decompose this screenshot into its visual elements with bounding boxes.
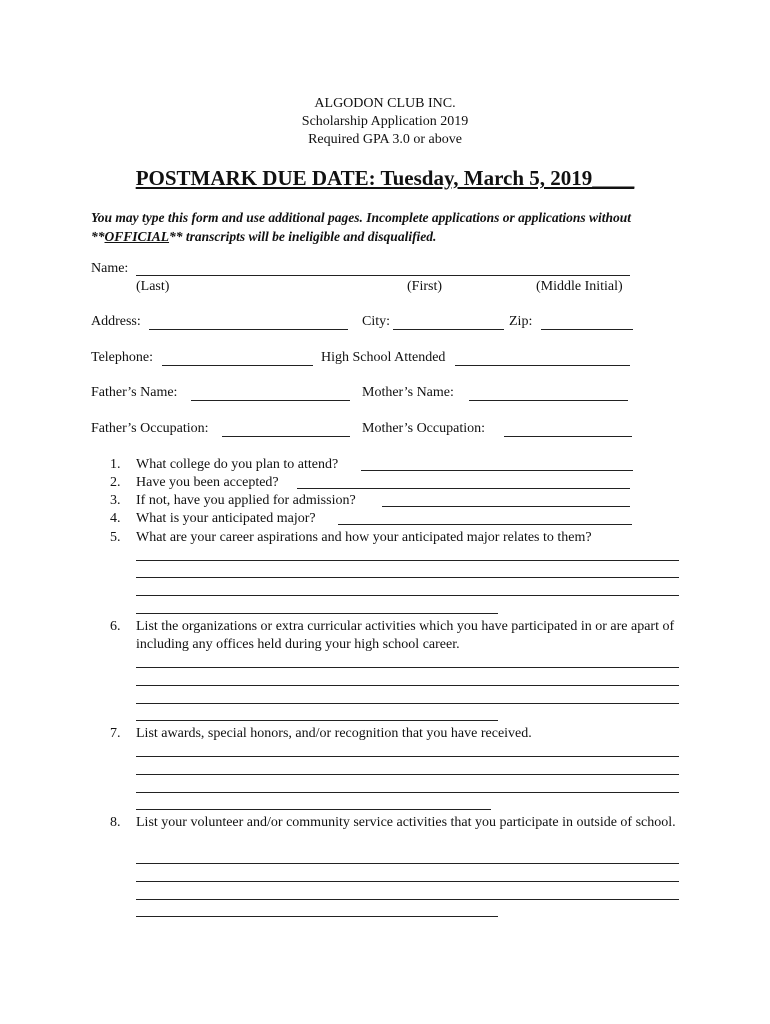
answer-line-1[interactable] xyxy=(361,470,633,471)
question-text: If not, have you applied for admission? xyxy=(136,493,356,508)
telephone-field[interactable] xyxy=(162,365,313,366)
instructions-official: OFFICIAL xyxy=(104,229,170,244)
question-text: What are your career aspirations and how your anticipated major relates to them? xyxy=(136,530,592,545)
answer-line-6c[interactable] xyxy=(136,703,679,704)
answer-line-8c[interactable] xyxy=(136,899,679,900)
question-2 xyxy=(110,474,279,492)
answer-line-6a[interactable] xyxy=(136,667,679,668)
answer-line-6d[interactable] xyxy=(136,720,498,721)
question-6 xyxy=(110,618,680,658)
question-3 xyxy=(110,492,356,510)
telephone-label: Telephone: xyxy=(91,350,153,365)
high-school-field[interactable] xyxy=(455,365,630,366)
answer-line-3[interactable] xyxy=(382,506,630,507)
address-label: Address: xyxy=(91,314,141,329)
gpa-requirement: Required GPA 3.0 or above xyxy=(308,132,462,147)
address-field[interactable] xyxy=(149,329,348,330)
mothers-name-label: Mother’s Name: xyxy=(362,385,454,400)
mothers-name-field[interactable] xyxy=(469,400,628,401)
question-number: 7. xyxy=(110,726,121,741)
question-number: 3. xyxy=(110,493,121,508)
question-number: 2. xyxy=(110,475,121,490)
instructions xyxy=(91,208,691,246)
last-name-label: (Last) xyxy=(136,279,170,294)
middle-initial-label: (Middle Initial) xyxy=(536,279,623,294)
question-text: What college do you plan to attend? xyxy=(136,457,339,472)
answer-line-6b[interactable] xyxy=(136,685,679,686)
answer-line-4[interactable] xyxy=(338,524,632,525)
fathers-occupation-field[interactable] xyxy=(222,436,350,437)
question-number: 1. xyxy=(110,457,121,472)
name-field[interactable] xyxy=(136,275,630,276)
question-text: Have you been accepted? xyxy=(136,475,279,490)
high-school-label: High School Attended xyxy=(321,350,446,365)
fathers-occupation-label: Father’s Occupation: xyxy=(91,421,209,436)
question-5 xyxy=(110,529,592,547)
question-number: 5. xyxy=(110,530,121,545)
mothers-occupation-label: Mother’s Occupation: xyxy=(362,421,485,436)
question-7 xyxy=(110,725,532,743)
question-1 xyxy=(110,456,338,474)
instructions-part1: You may type this form and use additional pages. Incomplete applications or applications without ** xyxy=(91,210,632,244)
name-label: Name: xyxy=(91,261,129,276)
instructions-part2: ** transcripts will be ineligible and disqualified. xyxy=(169,229,437,244)
answer-line-7a[interactable] xyxy=(136,756,679,757)
org-name: ALGODON CLUB INC. xyxy=(314,96,456,111)
answer-line-5a[interactable] xyxy=(136,560,679,561)
question-number: 6. xyxy=(110,619,121,634)
answer-line-8d[interactable] xyxy=(136,916,498,917)
question-number: 8. xyxy=(110,815,121,830)
question-text: List the organizations or extra curricular activities which you have participated in or are apart of including any offices held during your high school career. xyxy=(136,619,675,652)
answer-line-5c[interactable] xyxy=(136,595,679,596)
zip-label: Zip: xyxy=(509,314,533,329)
answer-line-5d[interactable] xyxy=(136,613,498,614)
answer-line-7c[interactable] xyxy=(136,792,679,793)
question-number: 4. xyxy=(110,511,121,526)
answer-line-7d[interactable] xyxy=(136,809,491,810)
mothers-occupation-field[interactable] xyxy=(504,436,632,437)
first-name-label: (First) xyxy=(407,279,442,294)
answer-line-8a[interactable] xyxy=(136,863,679,864)
question-text: List awards, special honors, and/or recognition that you have received. xyxy=(136,726,532,741)
city-field[interactable] xyxy=(393,329,504,330)
fathers-name-label: Father’s Name: xyxy=(91,385,178,400)
answer-line-5b[interactable] xyxy=(136,577,679,578)
question-8 xyxy=(110,814,680,854)
form-subtitle: Scholarship Application 2019 xyxy=(301,114,469,129)
answer-line-8b[interactable] xyxy=(136,881,679,882)
zip-field[interactable] xyxy=(541,329,633,330)
answer-line-2[interactable] xyxy=(297,488,630,489)
city-label: City: xyxy=(362,314,391,329)
question-4 xyxy=(110,510,316,528)
due-date-title: POSTMARK DUE DATE: Tuesday, March 5, 2019____ xyxy=(135,166,635,190)
question-text: List your volunteer and/or community service activities that you participate in outside of school. xyxy=(136,815,676,830)
answer-line-7b[interactable] xyxy=(136,774,679,775)
question-text: What is your anticipated major? xyxy=(136,511,316,526)
fathers-name-field[interactable] xyxy=(191,400,350,401)
